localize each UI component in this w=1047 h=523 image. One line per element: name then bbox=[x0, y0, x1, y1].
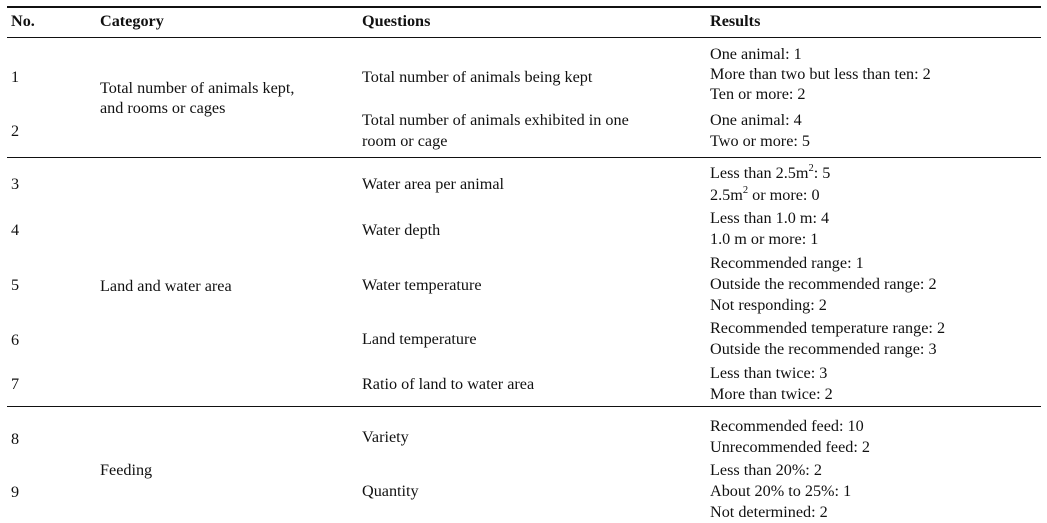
row-number: 6 bbox=[11, 331, 20, 349]
result-text: Recommended temperature range: 2 bbox=[710, 319, 946, 337]
header-no: No. bbox=[11, 12, 35, 30]
category-label: Land and water area bbox=[100, 277, 232, 295]
result-text: More than two but less than ten: 2 bbox=[710, 65, 931, 83]
result-text: Not responding: 2 bbox=[710, 296, 827, 314]
category-label: and rooms or cages bbox=[100, 99, 226, 117]
category-label: Total number of animals kept, bbox=[100, 79, 295, 97]
result-text: Ten or more: 2 bbox=[710, 85, 806, 103]
question-text: Land temperature bbox=[362, 330, 477, 348]
result-text: $2.5m^2$ or more: 0 bbox=[710, 184, 820, 204]
result-text: Recommended range: 1 bbox=[710, 254, 864, 272]
table-top-rule bbox=[7, 6, 1041, 8]
result-text: Unrecommended feed: 2 bbox=[710, 438, 871, 456]
group-divider-rule bbox=[7, 406, 1041, 407]
question-text: Water depth bbox=[362, 221, 441, 239]
result-text: About 20% to 25%: 1 bbox=[710, 482, 852, 500]
row-number: 7 bbox=[11, 375, 20, 393]
row-number: 1 bbox=[11, 68, 20, 86]
result-text: Less than 20%: 2 bbox=[710, 461, 822, 479]
header-bottom-rule bbox=[7, 37, 1041, 38]
result-text: Less than twice: 3 bbox=[710, 364, 828, 382]
header-category: Category bbox=[100, 12, 164, 30]
result-text: Not determined: 2 bbox=[710, 503, 828, 521]
result-text: Less than $2.5m^2$: 5 bbox=[710, 162, 831, 182]
row-number: 3 bbox=[11, 175, 20, 193]
question-text: Ratio of land to water area bbox=[362, 375, 535, 393]
result-text: One animal: 4 bbox=[710, 111, 802, 129]
result-text: Recommended feed: 10 bbox=[710, 417, 864, 435]
header-questions: Questions bbox=[362, 12, 431, 30]
question-text: room or cage bbox=[362, 132, 448, 150]
row-number: 4 bbox=[11, 221, 20, 239]
result-text: More than twice: 2 bbox=[710, 385, 833, 403]
result-text: One animal: 1 bbox=[710, 45, 802, 63]
row-number: 5 bbox=[11, 276, 20, 294]
result-text: Outside the recommended range: 3 bbox=[710, 340, 937, 358]
result-text: Less than 1.0 m: 4 bbox=[710, 209, 830, 227]
result-text: Outside the recommended range: 2 bbox=[710, 275, 937, 293]
result-text: Two or more: 5 bbox=[710, 132, 811, 150]
header-results: Results bbox=[710, 12, 761, 30]
row-number: 9 bbox=[11, 483, 20, 501]
row-number: 2 bbox=[11, 122, 20, 140]
question-text: Water temperature bbox=[362, 276, 482, 294]
group-divider-rule bbox=[7, 157, 1041, 158]
category-label: Feeding bbox=[100, 461, 153, 479]
question-text: Variety bbox=[362, 428, 409, 446]
question-text: Total number of animals being kept bbox=[362, 68, 593, 86]
question-text: Quantity bbox=[362, 482, 419, 500]
result-text: 1.0 m or more: 1 bbox=[710, 230, 819, 248]
question-text: Water area per animal bbox=[362, 175, 505, 193]
question-text: Total number of animals exhibited in one bbox=[362, 111, 629, 129]
row-number: 8 bbox=[11, 430, 20, 448]
